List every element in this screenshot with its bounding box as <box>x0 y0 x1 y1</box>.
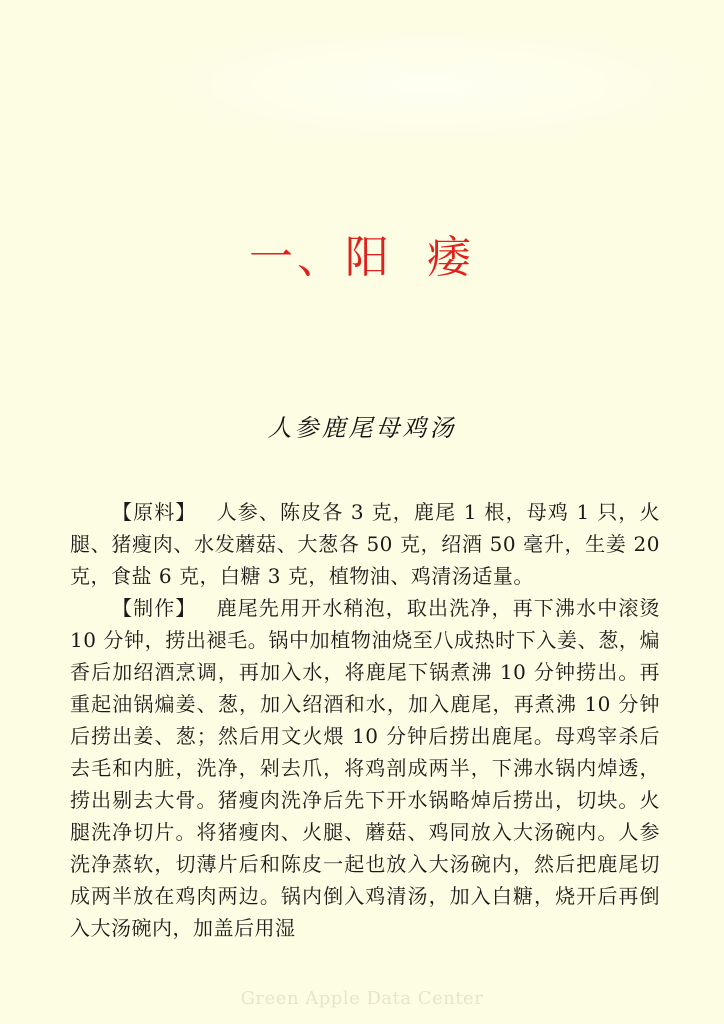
ingredients-paragraph <box>70 496 660 592</box>
chapter-title-part2: 痿 <box>427 232 475 283</box>
ingredients-tag: 【原料】 <box>112 500 197 524</box>
chapter-title-part1: 一、阳 <box>249 232 393 283</box>
method-text: 鹿尾先用开水稍泡，取出洗净，再下沸水中滚烫 10 分钟，捞出褪毛。锅中加植物油烧至八成热时下入姜、葱，煸香后加绍酒烹调，再加入水，将鹿尾下锅煮沸 10 分钟捞出。再重起油锅煸姜、葱，加入绍酒和水，加入鹿尾，再煮沸 10 分钟后捞出姜、葱；然后用文火煨 10 分钟后捞出鹿尾。母鸡宰杀后去毛和内脏，洗净，剁去爪，将鸡剖成两半，下沸水锅内焯透，捞出剔去大骨。猪瘦肉洗净后先下开水锅略焯后捞出，切块。火腿洗净切片。将猪瘦肉、火腿、蘑菇、鸡同放入大汤碗内。人参洗净蒸软，切薄片后和陈皮一起也放入大汤碗内，然后把鹿尾切成两半放在鸡肉两边。锅内倒入鸡清汤，加入白糖，烧开后再倒入大汤碗内，加盖后用湿 <box>70 596 661 940</box>
chapter-title <box>0 228 724 288</box>
watermark: Green Apple Data Center <box>240 988 484 1009</box>
method-paragraph <box>70 592 660 944</box>
recipe-body <box>70 496 660 944</box>
recipe-title: 人参鹿尾母鸡汤 <box>267 414 457 442</box>
method-tag: 【制作】 <box>112 596 197 620</box>
decorative-glow <box>150 25 710 145</box>
ingredients-text: 人参、陈皮各 3 克，鹿尾 1 根，母鸡 1 只，火腿、猪瘦肉、水发蘑菇、大葱各 50 克，绍酒 50 毫升，生姜 20 克，食盐 6 克，白糖 3 克，植物油、鸡清汤适量。 <box>70 500 661 588</box>
